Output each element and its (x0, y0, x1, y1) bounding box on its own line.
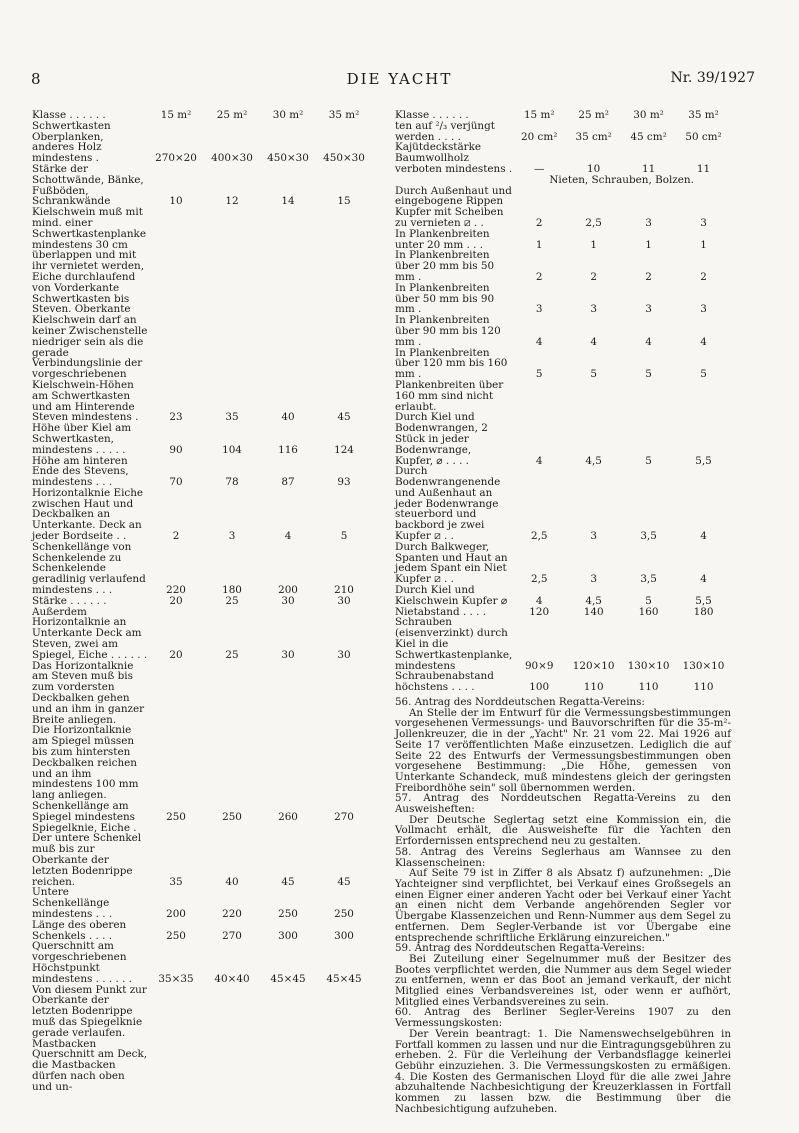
row-value: 4 (284, 530, 292, 543)
row-value: 1 (700, 238, 707, 251)
motion-text: Der Deutsche Seglertag setzt eine Kommission ein, die Vollmacht erhält, die Ausweishefte für die Yachten den Erfordernissen entsprechend neu zu gestalten. (395, 813, 731, 848)
row-value: 4,5 (585, 454, 602, 467)
table-row (32, 456, 372, 488)
motion-heading: 58. Antrag des Vereins Seglerhaus am Wannsee zu den Klassenscheinen: (395, 845, 731, 869)
right-column (395, 110, 731, 1114)
row-value: 4 (535, 594, 543, 607)
row-value: 30 (281, 594, 295, 607)
row-value: 3 (645, 216, 652, 229)
row-value: 70 (169, 476, 183, 489)
row-label: Querschnitt am vorgeschriebenen Höchstpunkt mindestens . . . . . . (32, 940, 132, 985)
row-value: 90×9 (524, 659, 554, 672)
row-value: 35 m² (688, 109, 719, 121)
row-value: 400×30 (211, 152, 253, 165)
row-label: In Plankenbreiten über 120 mm bis 160 mm . (395, 346, 508, 381)
row-value: 3 (590, 573, 597, 586)
row-value: 15 m² (523, 109, 555, 121)
motions-list (395, 697, 731, 1114)
row-value: 270 (334, 810, 354, 823)
row-value (260, 1039, 316, 1093)
row-value: 4 (700, 335, 707, 348)
row-label: Schenkellänge am Spiegel mindestens (32, 800, 136, 823)
row-value: 270×20 (155, 152, 197, 165)
row-label (395, 175, 512, 186)
row-value: 130×10 (627, 659, 670, 672)
row-value: 25 m² (216, 109, 248, 121)
table-row (32, 887, 372, 919)
row-value: 20 cm² (521, 130, 558, 143)
row-value: 2 (535, 216, 543, 229)
table-row (32, 1039, 372, 1093)
row-label: In Plankenbreiten über 20 mm bis 50 mm . (395, 249, 495, 283)
table-row (395, 542, 731, 585)
row-value: 35×35 (158, 972, 194, 985)
row-value: 14 (281, 195, 295, 208)
row-value: 160 (638, 605, 659, 618)
row-value: 100 (529, 681, 550, 694)
table-row (395, 380, 731, 412)
row-value: 45 cm² (630, 130, 667, 143)
table-row (395, 671, 731, 693)
row-label: Höhe am hinteren Ende des Stevens, mindestens . . . (32, 454, 129, 489)
row-value (512, 380, 566, 412)
row-value: 200 (278, 584, 298, 597)
table-row (32, 207, 372, 423)
motion-text: Der Verein beantragt: 1. Die Namenswechselgebühren in Fortfall kommen zu lassen und nur die Eintragungsgebühren zu erheben. 2. Für die Verleihung der Verbandsflagge keinerlei Gebühr einzuziehen. 3. Die Vermessungskosten zu ermäßigen. 4. Die Kosten des Germanischen Lloyd für die alle zwei Jahre abzuhaltende Nachbesichtigung der Kreuzerklassen in Fortfall kommen zu lassen bzw. die Bestimmung über die Nachbesichtigung aufzuheben. (395, 1027, 731, 1115)
row-value (621, 380, 676, 412)
table-row (395, 466, 731, 542)
row-label: Schrauben (eisenverzinkt) durch Kiel in die Schwertkastenplanke, mindestens (395, 616, 513, 672)
table-row (395, 121, 731, 143)
row-value: 23 (169, 411, 183, 424)
row-value: 2 (700, 270, 707, 283)
row-value: 3 (228, 530, 236, 543)
row-label: Die Horizontalknie am Spiegel müssen bis zum hintersten Deckbalken reichen und an ihm mindestens 100 mm lang anliegen. (32, 724, 139, 802)
row-label: Durch Balkweger, Spanten und Haut an jedem Spant ein Niet Kupfer ⧄ . . (395, 540, 508, 586)
row-value: 30 m² (633, 109, 664, 121)
motion-item (395, 697, 731, 793)
row-value: 45×45 (270, 972, 306, 985)
row-value: 45 (337, 875, 351, 888)
row-value: 90 (169, 443, 183, 456)
row-label: Durch Kiel und Bodenwrangen, 2 Stück in jeder Bodenwrange, Kupfer, ⌀ . . . . (395, 411, 488, 467)
row-value: 78 (225, 476, 239, 489)
table-row (32, 920, 372, 942)
row-value: 5,5 (695, 594, 712, 607)
row-value: 450×30 (323, 152, 365, 165)
row-value (260, 661, 316, 726)
table-row (395, 617, 731, 671)
row-value (204, 661, 260, 726)
row-value: 45 (337, 411, 351, 424)
row-label: Schwertkasten Oberplanken, anderes Holz mindestens . (32, 119, 111, 165)
row-value: 3 (590, 530, 597, 543)
table-row (32, 985, 372, 1039)
row-value: 45×45 (326, 972, 362, 985)
row-value: 250 (222, 810, 242, 823)
row-value: 87 (281, 476, 295, 489)
row-value: 3 (700, 216, 707, 229)
left-spec-table (32, 110, 372, 1093)
row-label: Plankenbreiten über 160 mm sind nicht erlaubt. (395, 378, 504, 413)
row-label: Klasse . . . . . . (32, 109, 106, 121)
row-value: 270 (222, 929, 242, 942)
motion-text: An Stelle der im Entwurf für die Vermessungsbestimmungen vorgesehenen Vermessungs- und Bauvorschriften für die 35-m²-Jollenkreuzer, die in der „Yacht" Nr. 21 vom 22. Mai 1926 auf Seite 17 veröffentlichten Maße einzusetzen. Lediglich die auf Seite 22 des Entwurfs der Vermessungsbestimmungen oben vorgesehene Bestimmung: „Die Höhe, gemessen von Unterkante Schandeck, muß mindestens gleich der geringsten Freibordhöhe sein" soll übernommen werden. (395, 706, 731, 794)
row-value: 11 (696, 162, 711, 175)
row-value: 124 (334, 443, 354, 456)
table-row (395, 175, 731, 186)
row-value: 5 (645, 368, 652, 381)
table-row (32, 607, 372, 661)
table-row (32, 725, 372, 801)
row-value: 10 (587, 162, 601, 175)
row-label: Durch Kiel und Kielschwein Kupfer ⌀ (395, 584, 508, 607)
row-label: Untere Schenkellänge mindestens . . . (32, 886, 113, 920)
row-label: Von diesem Punkt zur Oberkante der letzten Bodenrippe muß das Spiegelknie gerade verlaufen. (32, 983, 147, 1039)
row-value: 50 cm² (685, 130, 722, 143)
motion-item (395, 793, 731, 847)
row-value (148, 1039, 204, 1093)
row-value: 25 m² (578, 109, 609, 121)
table-row (32, 488, 372, 542)
row-value: — (534, 162, 545, 175)
row-value: 110 (693, 681, 714, 694)
row-value: 35 m² (328, 109, 360, 121)
row-label: Spiegelknie, Eiche . Der untere Schenkel muß bis zur Oberkante der letzten Bodenrippe reichen. (32, 821, 142, 888)
table-row (395, 315, 731, 347)
row-value: 220 (166, 584, 186, 597)
page-number: 8 (31, 70, 41, 88)
table-row (395, 348, 731, 380)
row-value: 45 (281, 875, 295, 888)
row-value: 3 (645, 303, 652, 316)
row-value: 30 (337, 648, 351, 661)
row-value: 40×40 (214, 972, 250, 985)
motion-text: Auf Seite 79 ist in Ziffer 8 als Absatz f) aufzunehmen: „Die Yachteigner sind verpflichtet, bei Verkauf eines Großsegels an einen Eigner einer anderen Yacht oder bei Verkauf einer Yacht an einen nicht dem Verbande angehörenden Segler vor Übergabe Klassenzeichen und Renn-Nummer aus dem Segel zu entfernen. Dem Segler-Verbande ist vor Übergabe eine entsprechende schriftliche Erklärung einzureichen." (395, 867, 731, 944)
row-value: 20 (169, 594, 183, 607)
table-row (395, 186, 731, 229)
row-value: 104 (222, 443, 242, 456)
motion-heading: 60. Antrag des Berliner Segler-Vereins 1907 zu den Vermessungskosten: (395, 1006, 731, 1030)
row-value (566, 380, 621, 412)
row-value: 3,5 (640, 573, 657, 586)
table-row (32, 661, 372, 726)
row-value: 4,5 (585, 594, 602, 607)
row-value (260, 985, 316, 1039)
row-value: 250 (278, 907, 298, 920)
row-value: 116 (278, 443, 298, 456)
row-value: 1 (535, 238, 543, 251)
row-label: Höhe über Kiel am Schwertkasten, mindestens . . . . . (32, 422, 132, 456)
row-value: 2,5 (530, 530, 548, 543)
row-value: 130×10 (682, 659, 725, 672)
row-value: 30 (337, 594, 351, 607)
row-value: 40 (225, 875, 239, 888)
row-label: In Plankenbreiten unter 20 mm . . . (395, 227, 490, 251)
row-value: 5 (645, 454, 652, 467)
row-value: 25 (225, 648, 239, 661)
row-label: In Plankenbreiten über 50 mm bis 90 mm . (395, 281, 495, 316)
row-value (204, 985, 260, 1039)
table-row (395, 229, 731, 251)
row-value: 2 (590, 270, 597, 283)
page-title: DIE YACHT (346, 70, 453, 88)
row-label: Schenkellänge von Schenkelende zu Schenkelende geradlinig verlaufend mindestens . . . (32, 540, 146, 597)
row-value: 11 (641, 162, 656, 175)
row-value: 260 (278, 810, 298, 823)
row-label: ten auf ²/₃ verjüngt werden . . . . (395, 119, 495, 143)
row-value: 25 (225, 594, 239, 607)
row-value: 300 (334, 929, 354, 942)
row-value: 2 (172, 530, 180, 543)
row-value (148, 661, 204, 726)
row-value: 180 (693, 605, 714, 618)
row-value: 35 (169, 875, 183, 888)
row-label: Durch Außenhaut und eingebogene Rippen Kupfer mit Scheiben zu vernieten ⧄ . . (395, 184, 512, 229)
motion-text: Bei Zuteilung einer Segelnummer muß der Besitzer des Bootes verpflichtet werden, die Nummer aus dem Segel wieder zu entfernen, wenn er das Boot an jemand verkauft, der nicht Mitglied eines Verbandsvereines ist, oder wenn er aufhört, Mitglied eines Verbandsvereines zu sein. (395, 952, 731, 1008)
row-value: 5 (645, 594, 652, 607)
row-label: Nietabstand . . . . (395, 605, 487, 618)
row-label: Das Horizontalknie am Steven muß bis zum vordersten Deckbalken gehen und an ihm in ganzer Breite anliegen. (32, 659, 145, 726)
table-row (32, 164, 372, 207)
issue-number: Nr. 39/1927 (670, 70, 755, 86)
motion-item (395, 847, 731, 943)
row-value: 250 (166, 810, 186, 823)
row-value (676, 380, 731, 412)
row-value: 140 (583, 605, 604, 618)
motion-heading: 59. Antrag des Norddeutschen Regatta-Vereins: (395, 942, 645, 955)
row-value: 220 (222, 907, 242, 920)
row-value: 110 (638, 681, 659, 694)
row-value: 40 (281, 411, 295, 424)
row-label: Klasse . . . . . . (395, 109, 469, 121)
row-value: 35 cm² (575, 130, 612, 143)
row-value: 5 (700, 368, 707, 381)
row-value (316, 1039, 372, 1093)
table-row (395, 283, 731, 315)
row-label: Stärke der Schottwände, Bänke, Fußböden, Schrankwände (32, 162, 144, 208)
row-value: 1 (590, 238, 597, 251)
row-value: 2 (645, 270, 652, 283)
row-value: 2,5 (585, 216, 602, 229)
table-row (395, 412, 731, 466)
row-value (148, 725, 204, 801)
row-value: 20 (169, 648, 183, 661)
motion-item (395, 943, 731, 1007)
row-value: 200 (166, 907, 186, 920)
table-row (32, 423, 372, 455)
row-value (316, 725, 372, 801)
row-value: 250 (166, 929, 186, 942)
row-label: Länge des oberen Schenkels . . . . (32, 918, 127, 942)
row-label: Durch Bodenwrangenende und Außenhaut an jeder Bodenwrange steuerbord und backbord je zwei Kupfer ⧄ . . (395, 465, 501, 543)
row-label: Horizontalknie Eiche zwischen Haut und Deckbalken an Unterkante. Deck an jeder Bordseite . . (32, 486, 144, 543)
row-label: Schraubenabstand höchstens . . . . (395, 670, 494, 694)
table-row (32, 941, 372, 984)
row-value: 120 (529, 605, 550, 618)
row-value: 15 (337, 195, 351, 208)
motion-heading: 57. Antrag des Norddeutschen Regatta-Vereins zu den Ausweisheften: (395, 792, 731, 816)
row-value: 300 (278, 929, 298, 942)
table-row (395, 585, 731, 607)
row-value: 5 (535, 368, 543, 381)
row-value: 3 (535, 303, 543, 316)
row-value: 210 (334, 584, 354, 597)
left-column (32, 110, 372, 1093)
row-value: 1 (645, 238, 652, 251)
row-value: 4 (700, 530, 707, 543)
row-value: 15 m² (160, 109, 192, 121)
row-value: 5,5 (695, 454, 712, 467)
motion-heading: 56. Antrag des Norddeutschen Regatta-Vereins: (395, 696, 645, 709)
row-value: 4 (645, 335, 652, 348)
row-value: 35 (225, 411, 239, 424)
row-value (316, 661, 372, 726)
row-label: Außerdem Horizontalknie an Unterkante Deck am Steven, zwei am Spiegel, Eiche . . . . . . (32, 605, 148, 661)
row-value: 250 (334, 907, 354, 920)
row-value: 450×30 (267, 152, 309, 165)
row-value (204, 1039, 260, 1093)
row-value: 10 (169, 195, 183, 208)
row-note: Nieten, Schrauben, Bolzen. (549, 173, 694, 186)
table-row (395, 250, 731, 282)
table-row (32, 542, 372, 596)
table-row (32, 801, 372, 823)
row-label: Mastbacken Querschnitt am Deck, die Mastbacken dürfen nach oben und un- (32, 1037, 148, 1093)
row-value: 2 (535, 270, 543, 283)
row-value: 4 (535, 454, 543, 467)
row-value: 30 (281, 648, 295, 661)
row-label: In Plankenbreiten über 90 mm bis 120 mm . (395, 314, 501, 348)
row-value: 3 (590, 303, 597, 316)
row-label: Kielschwein muß mit mind. einer Schwertkastenplanke mindestens 30 cm überlappen und mit ihr vernietet werden, Eiche durchlaufend von Vorderkante Schwertkasten bis Steven. Oberkante Kielschwein darf an keiner Zwischenstelle niedriger sein als die gerade Verbindungslinie der vorgeschriebenen Kielschwein-Höhen am Schwertkasten und am Hinterende Steven mindestens . (32, 206, 148, 424)
row-value: 4 (535, 335, 543, 348)
row-value (204, 725, 260, 801)
row-value: 12 (225, 195, 239, 208)
row-value: 93 (337, 476, 351, 489)
right-spec-table (395, 110, 731, 693)
row-value: 120×10 (572, 659, 615, 672)
row-label: Stärke . . . . . . (32, 594, 107, 607)
row-value (316, 985, 372, 1039)
row-value: 4 (590, 335, 597, 348)
row-value (260, 725, 316, 801)
row-value: 180 (222, 584, 242, 597)
row-value: 5 (340, 530, 348, 543)
motion-item (395, 1007, 731, 1114)
row-value: 2,5 (530, 573, 548, 586)
table-row (32, 823, 372, 888)
row-value: 4 (700, 573, 707, 586)
row-value: 5 (590, 368, 597, 381)
row-value: 3 (700, 303, 707, 316)
row-value: 3,5 (640, 530, 657, 543)
row-value: 30 m² (272, 109, 304, 121)
row-value (148, 985, 204, 1039)
row-label: Kajütdeckstärke Baumwollholz verboten mindestens . (395, 141, 513, 175)
row-value: 110 (583, 681, 604, 694)
table-row (395, 142, 731, 174)
table-row (32, 121, 372, 164)
